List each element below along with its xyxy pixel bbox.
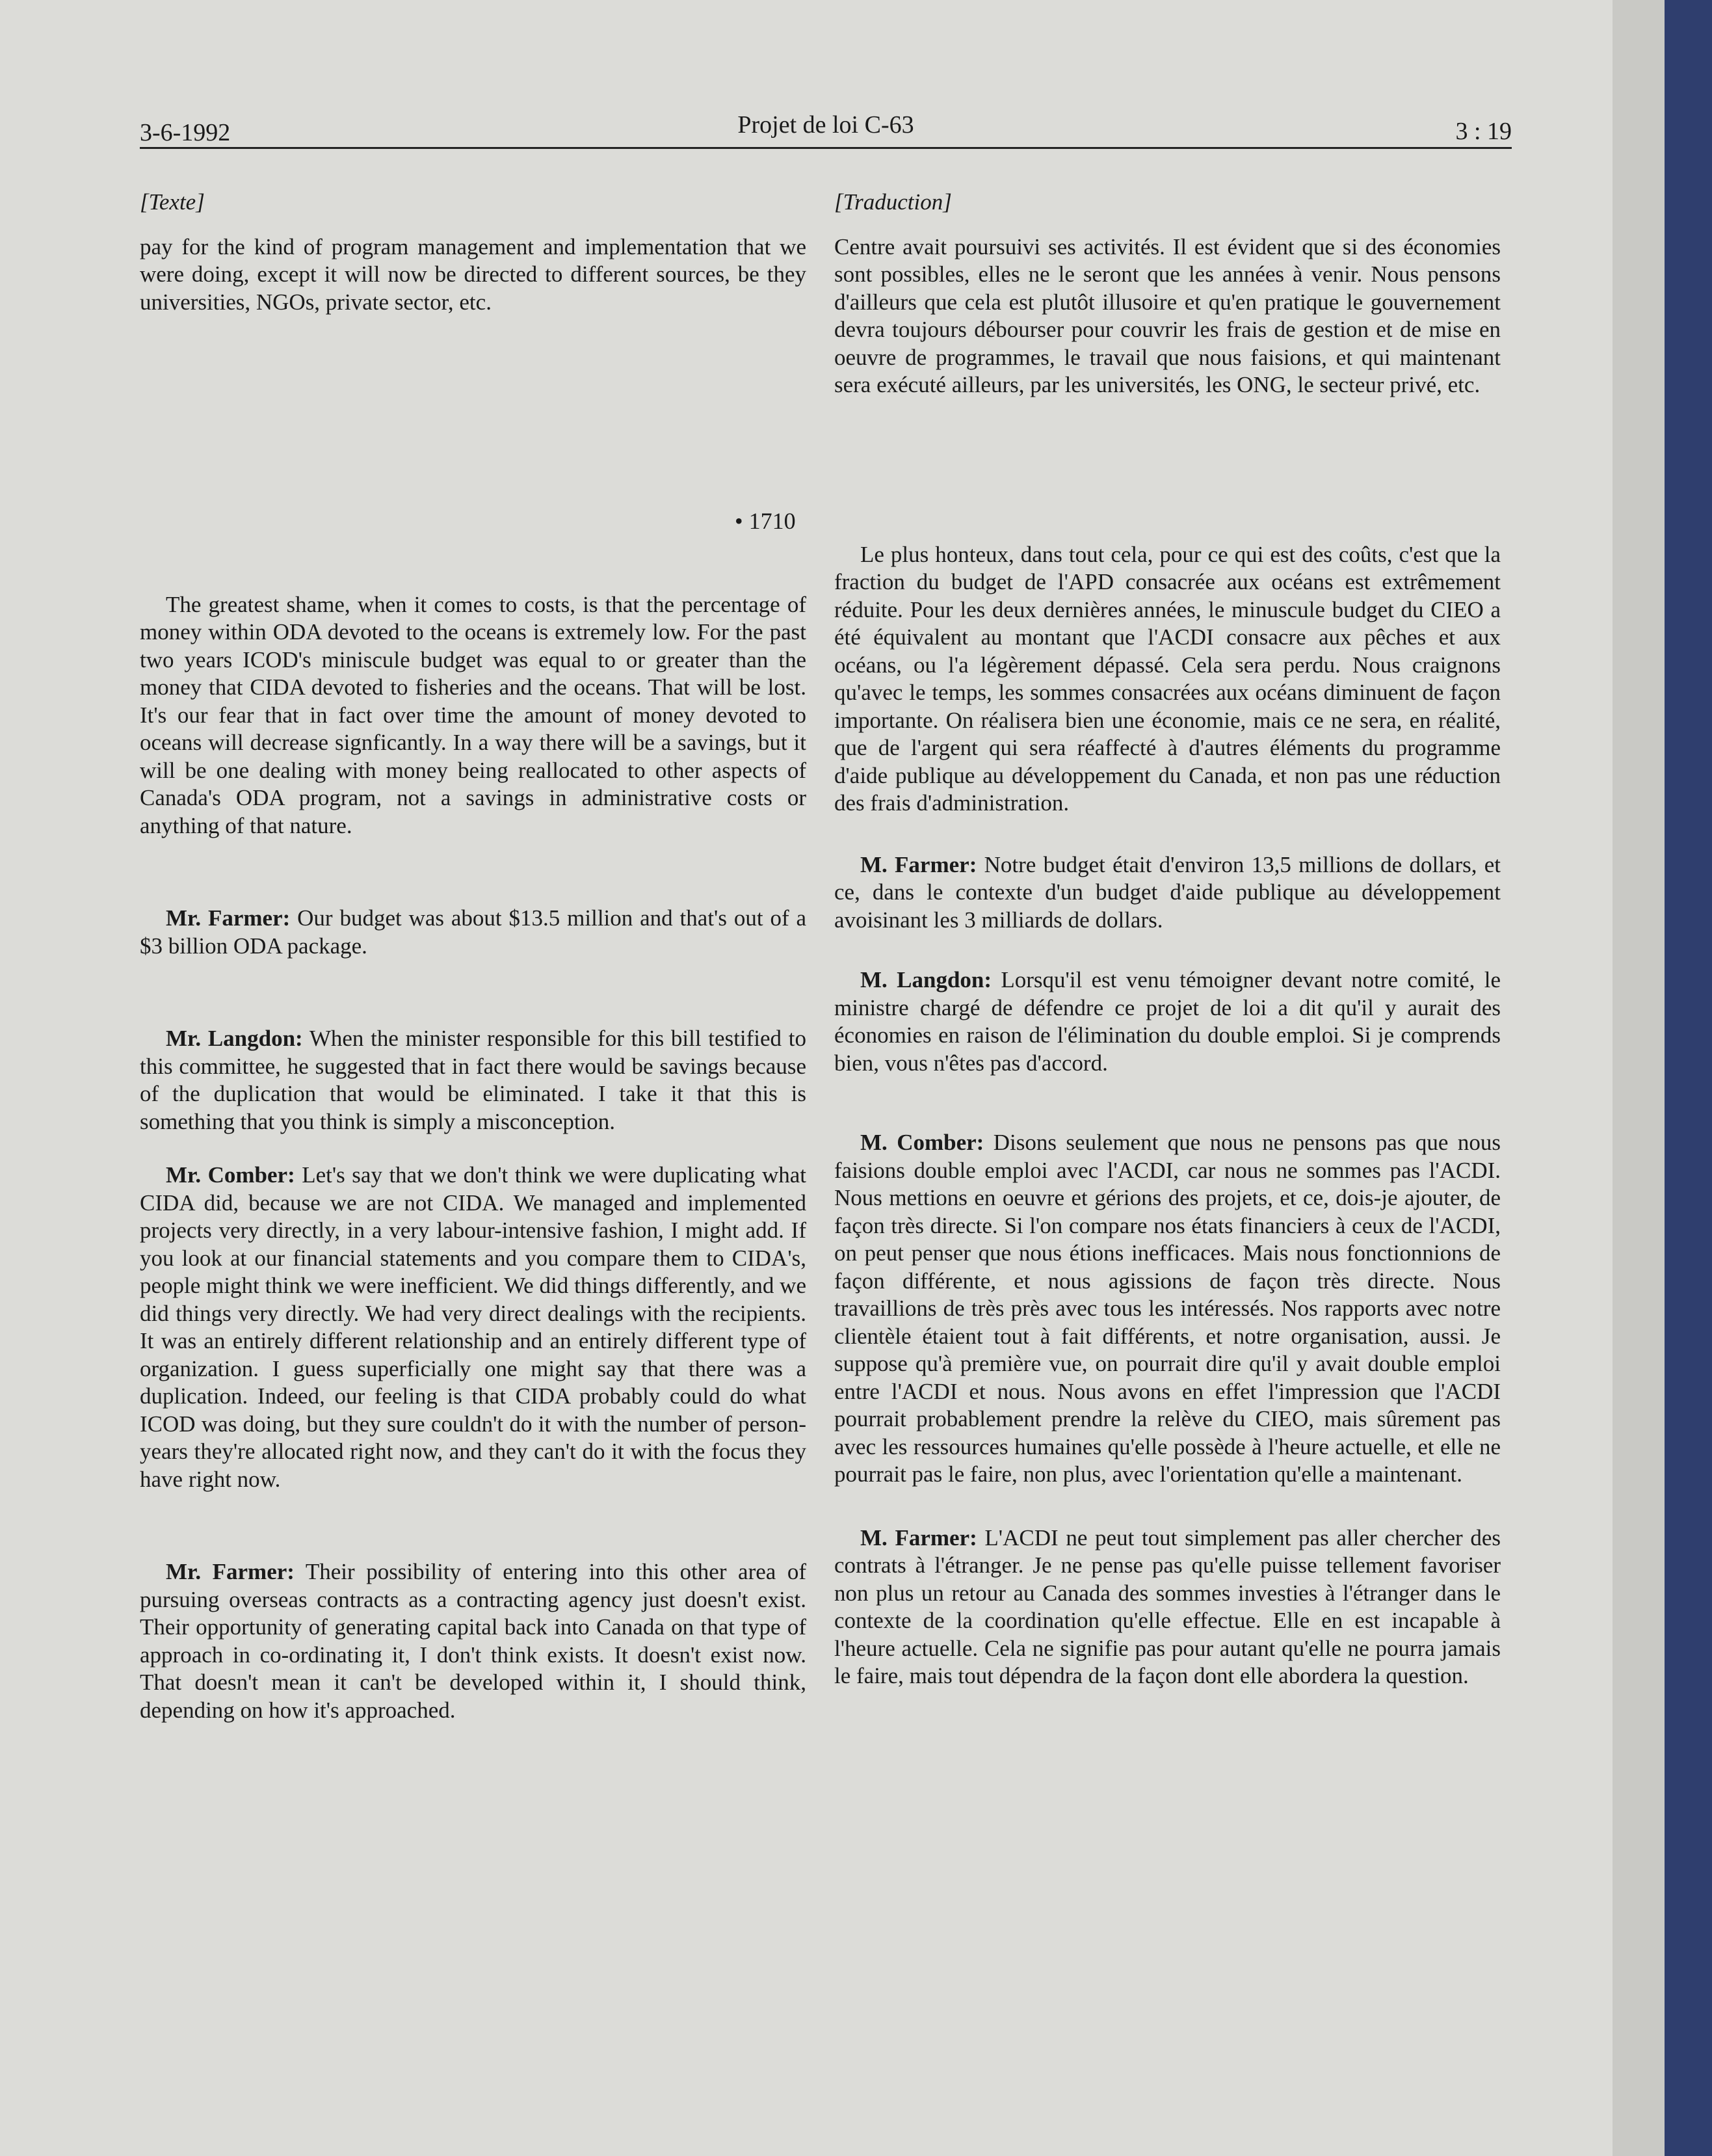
- speaker-text: Notre budget était d'environ 13,5 millions de dollars, et ce, dans le contexte d'un budget d'aide publique au développement avoisinant les 3 milliards de dollars.: [834, 851, 1501, 933]
- time-marker: • 1710: [735, 508, 796, 534]
- speaker-name: M. Langdon:: [860, 967, 992, 992]
- page-header: [140, 111, 1512, 150]
- speaker-text: Our budget was about $13.5 million and that's out of a $3 billion ODA package.: [140, 905, 807, 959]
- speaker-name: M. Farmer:: [860, 1524, 977, 1550]
- speaker-paragraph: [834, 1129, 1501, 1489]
- french-column: [834, 189, 1501, 1690]
- speaker-text: Their possibility of entering into this other area of pursuing overseas contracts as a contracting agency just doesn't exist. Their opportunity of generating capital back into Canada on that type of approach in co-ordinating it, I don't think exists. It doesn't exist now. That doesn't mean it can't be developed within it, I should think, depending on how it's approached.: [140, 1559, 806, 1723]
- speaker-paragraph: [834, 851, 1501, 935]
- header-page-number: 3 : 19: [1455, 118, 1512, 145]
- speaker-text: Disons seulement que nous ne pensons pas que nous faisions double emploi avec l'ACDI, car nous ne sommes pas l'ACDI. Nous mettions en oeuvre et gérions des projets, et ce, dois-je ajouter, de façon très directe. Si l'on compare nos états financiers à ceux de l'ACDI, on peut penser que nous étions inefficaces. Mais nous fonctionnions de façon différente, et nous agissions de façon très directe. Nous travaillions de très près avec tous les intéressés. Nos rapports avec notre clientèle étaient tout à fait différents, et notre organisation, aussi. Je suppose qu'à première vue, on pourrait dire qu'il y avait double emploi entre l'ACDI et nous. Nous avons en effet l'impression que l'ACDI pourrait probablement prendre la relève du CIEO, mais sûrement pas avec les ressources humaines qu'elle possède à l'heure actuelle, et elle ne pourrait pas le faire, non plus, avec l'orientation qu'elle a maintenant.: [834, 1130, 1501, 1487]
- speaker-text: Let's say that we don't think we were duplicating what CIDA did, because we are not CIDA. We managed and implemented projects very directly, in a very labour-intensive fashion, I might add. If you look at our financial statements and you compare them to CIDA's, people might think we were inefficient. We did things differently, and we did things very directly. We had very direct dealings with the recipients. It was an entirely different relationship and an entirely different type of organization. I guess superficially one might say that there was a duplication. Indeed, our feeling is that CIDA probably could do what ICOD was doing, but they sure couldn't do it with the number of person-years they're allocated right now, and they can't do it with the focus they have right now.: [140, 1162, 806, 1492]
- speaker-name: M. Farmer:: [860, 851, 977, 877]
- speaker-paragraph: [834, 966, 1501, 1077]
- paragraph: Le plus honteux, dans tout cela, pour ce qui est des coûts, c'est que la fraction du budget de l'APD consacrée aux océans est extrêmement réduite. Pour les deux dernières années, le minuscule budget du CIEO a été équivalent au montant que l'ACDI consacre aux pêches et aux océans, ou l'a légèrement dépassé. Cela sera perdu. Nous craignons qu'avec le temps, les sommes consacrées aux océans diminuent de façon importante. On réalisera bien une économie, mais ce ne sera, en réalité, que de l'argent qui sera réaffecté à d'autres éléments du programme d'aide publique au développement du Canada, et non pas une réduction des frais d'administration.: [834, 541, 1501, 816]
- speaker-name: Mr. Farmer:: [166, 1559, 295, 1584]
- speaker-name: Mr. Langdon:: [166, 1026, 303, 1051]
- translation-tag: [Traduction]: [834, 189, 952, 215]
- book-binding: [1665, 0, 1712, 2156]
- speaker-paragraph: [140, 1025, 806, 1136]
- speaker-paragraph: [834, 1524, 1501, 1690]
- speaker-name: Mr. Comber:: [166, 1162, 295, 1188]
- speaker-paragraph: [140, 1558, 806, 1724]
- paragraph: Centre avait poursuivi ses activités. Il est évident que si des économies sont possibles, elles ne le seront que les années à venir. Nous pensons d'ailleurs que cela est plutôt illusoire et qu'en pratique le gouvernement devra toujours débourser pour couvrir les frais de gestion et de mise en oeuvre de programmes, le travail que nous faisions, et qui maintenant sera exécuté ailleurs, par les universités, les ONG, le secteur privé, etc.: [834, 233, 1501, 397]
- header-title: Projet de loi C-63: [737, 111, 914, 139]
- speaker-paragraph: [140, 905, 806, 960]
- english-column: [140, 189, 806, 1724]
- speaker-text: Lorsqu'il est venu témoigner devant notre comité, le ministre chargé de défendre ce projet de loi a dit qu'il y aurait des économies en raison de l'élimination du double emploi. Si je comprends bien, vous n'êtes pas d'accord.: [834, 967, 1501, 1076]
- header-date: 3-6-1992: [140, 119, 231, 146]
- speaker-paragraph: [140, 1162, 806, 1493]
- text-tag: [Texte]: [140, 189, 205, 215]
- paragraph: The greatest shame, when it comes to costs, is that the percentage of money within ODA devoted to the oceans is extremely low. For the past two years ICOD's miniscule budget was equal to or greater than the money that CIDA devoted to fisheries and the oceans. That will be lost. It's our fear that in fact over time the amount of money devoted to oceans will decrease signficantly. In a way there will be a savings, but it will be one dealing with money being reallocated to other aspects of Canada's ODA program, not a savings in administrative costs or anything of that nature.: [140, 591, 806, 838]
- speaker-text: L'ACDI ne peut tout simplement pas aller chercher des contrats à l'étranger. Je ne pense pas qu'elle puisse tellement favoriser non plus un retour au Canada des sommes investies à l'étranger dans le contexte de la coordination qu'elle effectue. Elle en est incapable à l'heure actuelle. Cela ne signifie pas pour autant qu'elle ne pourra jamais le faire, mais tout dépendra de la façon dont elle abordera la question.: [834, 1524, 1501, 1688]
- speaker-name: M. Comber:: [860, 1130, 984, 1155]
- speaker-name: Mr. Farmer:: [166, 905, 291, 931]
- paragraph: pay for the kind of program management and implementation that we were doing, except it will now be directed to different sources, be they universities, NGOs, private sector, etc.: [140, 233, 806, 315]
- header-rule: [140, 147, 1512, 149]
- page-edge: [1613, 0, 1665, 2156]
- speaker-text: When the minister responsible for this bill testified to this committee, he suggested that in fact there would be savings because of the duplication that would be eliminated. I take it that this is something that you think is simply a misconception.: [140, 1026, 806, 1134]
